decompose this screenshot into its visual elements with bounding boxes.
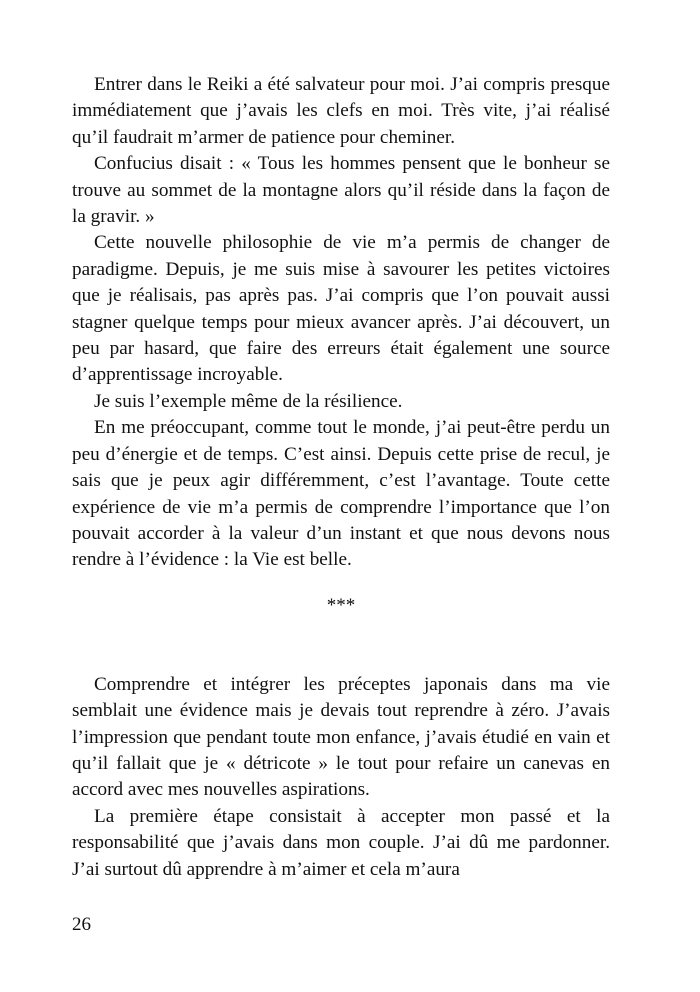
paragraph: Comprendre et intégrer les préceptes japonais dans ma vie semblait une évidence mais je devais tout reprendre à zéro. J’avais l’impression que pendant toute mon enfance, j’avais étudié en vain et qu’il fallait que je « détricote » le tout pour refaire un canevas en accord avec mes nouvelles aspirations. — [72, 673, 610, 801]
page-number: 26 — [72, 914, 91, 935]
page-body — [72, 72, 610, 883]
paragraph: Je suis l’exemple même de la résilience. — [94, 390, 403, 412]
section-separator: *** — [326, 594, 356, 616]
paragraph: Confucius disait : « Tous les hommes pensent que le bonheur se trouve au sommet de la montagne alors qu’il réside dans la façon de la gravir. » — [72, 153, 610, 228]
paragraph: Entrer dans le Reiki a été salvateur pour moi. J’ai compris presque immédiatement que j’avais les clefs en moi. Très vite, j’ai réalisé qu’il faudrait m’armer de patience pour cheminer. — [72, 74, 610, 148]
text-section-2 — [72, 672, 610, 883]
paragraph: Cette nouvelle philosophie de vie m’a permis de changer de paradigme. Depuis, je me suis mise à savourer les petites victoires que je réalisais, pas après pas. J’ai compris que l’on pouvait aussi stagner quelque temps pour mieux avancer après. J’ai découvert, un peu par hasard, que faire des erreurs était également une source d’apprentissage incroyable. — [72, 232, 610, 386]
paragraph: La première étape consistait à accepter mon passé et la responsabilité que j’avais dans mon couple. J’ai dû me pardonner. J’ai surtout dû apprendre à m’aimer et cela m’aura — [72, 805, 610, 880]
paragraph: En me préoccupant, comme tout le monde, j’ai peut-être perdu un peu d’énergie et de temps. C’est ainsi. Depuis cette prise de recul, je sais que je peux agir différemment, c’est l’avantage. Toute cette expérience de vie m’a permis de comprendre l’importance que l’on pouvait accorder à la valeur d’un instant et que nous devons nous rendre à l’évidence : la Vie est belle. — [72, 417, 610, 571]
text-section-1 — [72, 72, 610, 574]
